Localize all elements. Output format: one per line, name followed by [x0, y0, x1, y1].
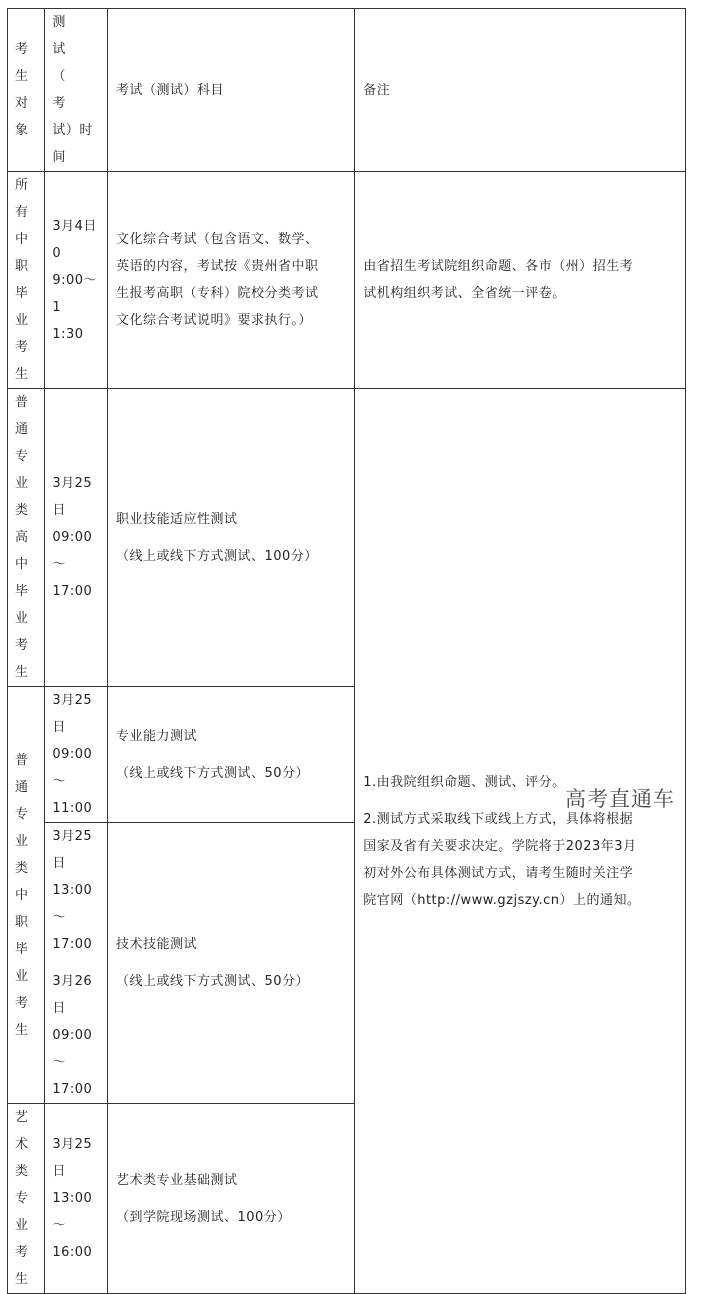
subject-line: 文化综合考试说明》要求执行。）: [115, 313, 312, 328]
line-gap: [116, 750, 347, 760]
candidate-line: 艺术: [15, 1110, 29, 1152]
candidate-line: 毕业: [15, 584, 29, 626]
time-line: 9:00～1: [52, 272, 98, 315]
candidate-cell: [8, 687, 45, 1104]
time-line: 17:00: [52, 937, 93, 952]
candidate-line: 专业: [15, 806, 29, 849]
header-time: [45, 9, 108, 172]
time-line: 09:00 ～: [52, 747, 93, 789]
subject-cell: [107, 172, 354, 389]
remarks-line: 由省招生考试院组织命题、各市（州）招生考: [363, 259, 634, 274]
subject-line: 技术技能测试: [115, 937, 197, 952]
subject-line: 职业技能适应性测试: [115, 511, 238, 527]
subject-line: 文化综合考试（包含语文、数学、: [115, 232, 319, 247]
time-cell: [45, 172, 108, 389]
remarks-line: 国家及省有关要求决定。学院将于2023年3月: [363, 838, 637, 854]
remarks-line: 初对外公布具体测试方式，请考生随时关注学: [363, 865, 634, 881]
remarks-line: 试机构组织考试、全省统一评卷。: [363, 286, 566, 301]
candidate-line: 高中: [15, 530, 29, 572]
header-remarks: 备注: [355, 9, 686, 172]
time-line: 17:00: [52, 1082, 93, 1097]
candidate-line: 类专: [15, 1164, 29, 1206]
remarks-cell: [355, 172, 686, 389]
time-line: 3月25日: [52, 476, 93, 518]
candidate-line: 所有: [15, 178, 29, 220]
candidate-line: 普通: [15, 395, 29, 437]
line-gap: [116, 533, 347, 543]
time-cell: [45, 389, 108, 687]
candidate-line: 类: [15, 503, 29, 518]
subject-cell: [107, 1104, 354, 1294]
header-time-line: 间: [52, 150, 66, 165]
header-time-line: （ 考: [52, 69, 93, 111]
remarks-line: 2.测试方式采取线下或线上方式，具体将根据: [363, 811, 634, 827]
row-all-vocational: [8, 172, 686, 389]
time-cell: [45, 823, 108, 1104]
subject-line: （到学院现场测试、100分）: [115, 1209, 291, 1225]
subject-line: 艺术类专业基础测试: [115, 1172, 238, 1188]
time-line: 3月25日: [52, 693, 93, 735]
time-line: 1:30: [52, 326, 84, 342]
candidate-line: 毕业: [15, 941, 29, 984]
watermark: 高考直通车: [565, 787, 675, 811]
header-candidate-line: 考生: [15, 42, 29, 84]
time-line: 13:00 ～: [52, 1191, 93, 1233]
header-subject: 考试（测试）科目: [107, 9, 354, 172]
time-line: 3月4日0: [52, 218, 97, 261]
candidate-line: 专业: [15, 449, 29, 491]
candidate-line: 中职: [15, 887, 29, 930]
row-general-high-school: [8, 389, 686, 687]
candidate-line: 业: [15, 1218, 29, 1233]
candidate-line: 类: [15, 860, 29, 876]
candidate-cell: [8, 389, 45, 687]
subject-line: 英语的内容，考试按《贵州省中职: [115, 259, 319, 274]
header-row: [8, 9, 686, 172]
time-line: 16:00: [52, 1245, 93, 1260]
subject-cell: [107, 823, 354, 1104]
candidate-cell: [8, 1104, 45, 1294]
time-line: 3月26日: [52, 974, 93, 1016]
subject-cell: [107, 389, 354, 687]
candidate-line: 考生: [15, 1245, 29, 1287]
time-line: 11:00: [52, 801, 93, 816]
header-candidate-line: 对象: [15, 96, 29, 138]
time-line: 13:00 ～: [52, 883, 93, 925]
subject-line: （线上或线下方式测试、50分）: [115, 974, 310, 989]
subject-cell: [107, 687, 354, 823]
time-cell: [45, 1104, 108, 1294]
candidate-line: 考生: [15, 995, 29, 1038]
candidate-line: 考生: [15, 340, 29, 382]
line-gap: [116, 958, 347, 968]
time-cell: [45, 687, 108, 823]
time-line: 17:00: [52, 584, 93, 599]
time-line: 09:00 ～: [52, 1028, 93, 1070]
time-line: 3月25日: [52, 1137, 93, 1179]
header-time-line: 测 试: [52, 15, 93, 57]
exam-schedule-table: [7, 8, 686, 1294]
remarks-line: 院官网（http://www.gzjszy.cn）上的通知。: [363, 892, 641, 908]
subject-line: （线上或线下方式测试、100分）: [115, 548, 318, 564]
time-line: 09:00 ～: [52, 530, 93, 572]
candidate-cell: [8, 172, 45, 389]
remarks-line: 1.由我院组织命题、测试、评分。: [363, 774, 566, 790]
line-gap: [116, 1194, 347, 1204]
candidate-line: 普通: [15, 752, 29, 795]
line-gap: [52, 958, 100, 968]
candidate-line: 考生: [15, 638, 29, 680]
subject-line: 专业能力测试: [115, 728, 197, 744]
subject-line: （线上或线下方式测试、50分）: [115, 765, 310, 781]
header-candidate: [8, 9, 45, 172]
subject-line: 生报考高职（专科）院校分类考试: [115, 286, 319, 301]
candidate-line: 中职: [15, 232, 29, 274]
candidate-line: 毕业: [15, 286, 29, 328]
time-line: 3月25日: [52, 829, 93, 871]
shared-remarks-cell: [355, 389, 686, 1294]
header-time-line: 试）时: [52, 123, 93, 138]
